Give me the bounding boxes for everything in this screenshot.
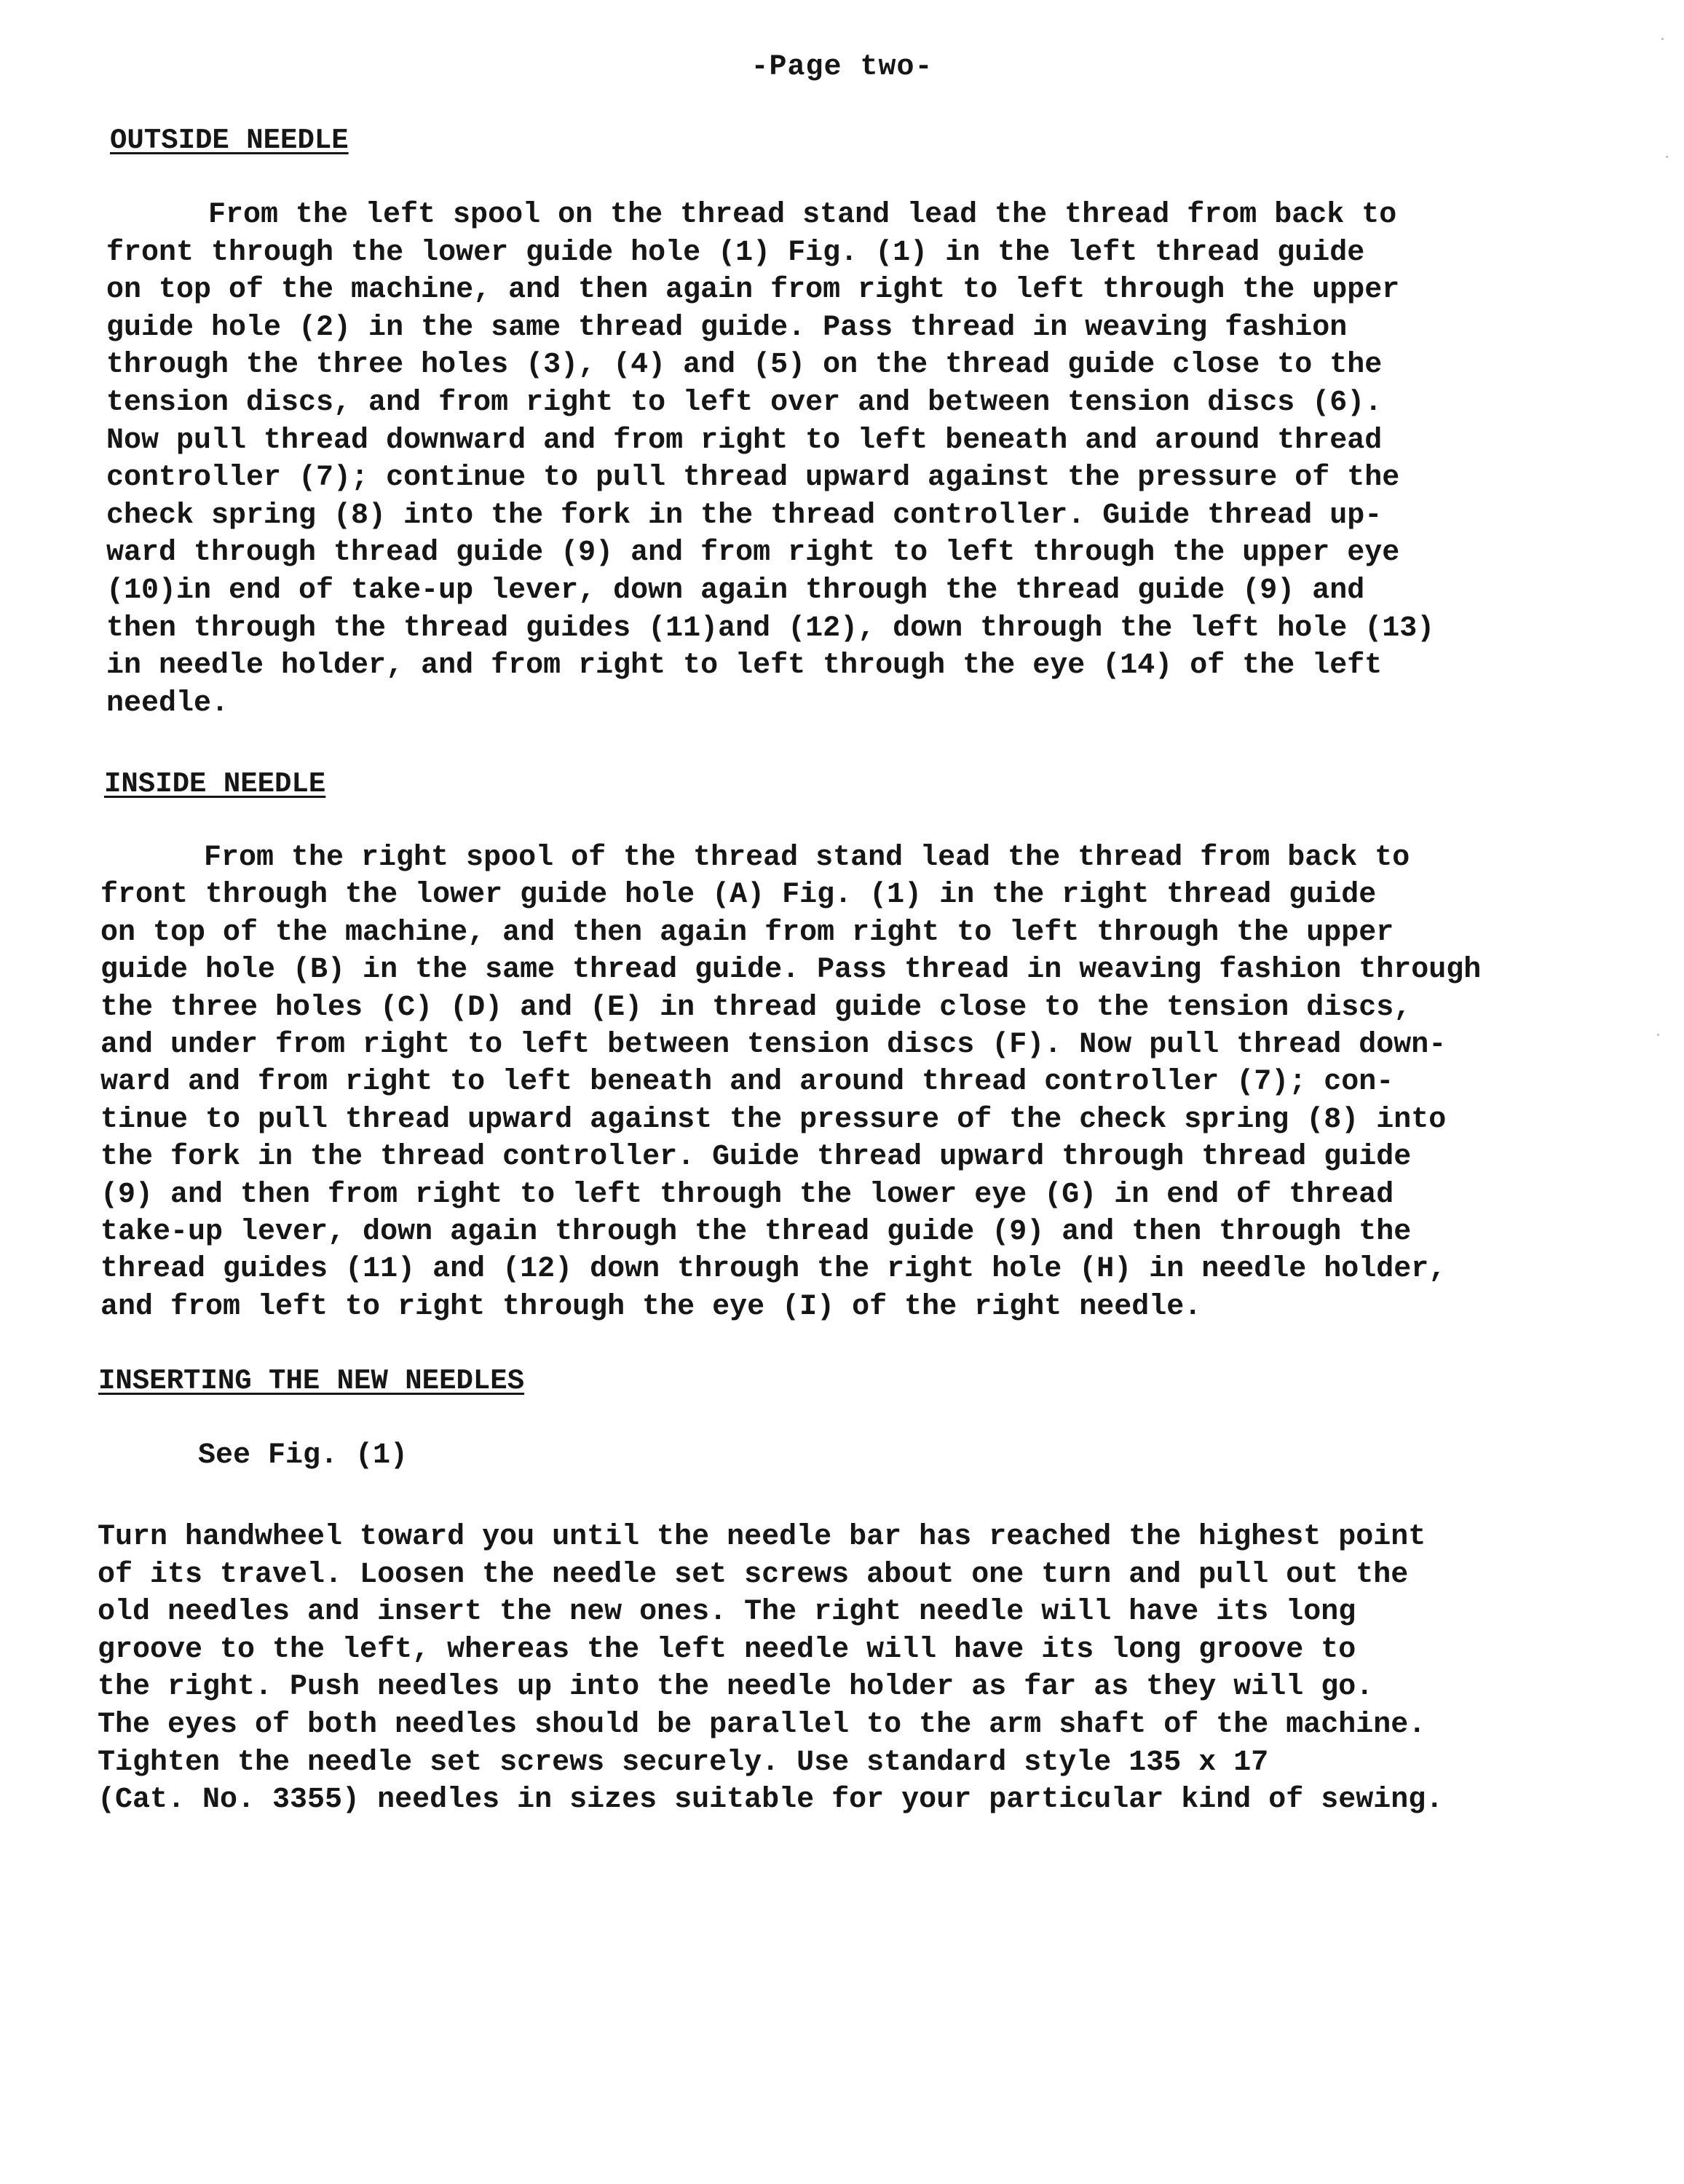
paragraph-line: Turn handwheel toward you until the needle bar has reached the highest point <box>98 1521 1426 1554</box>
paragraph-line: the three holes (C) (D) and (E) in thread guide close to the tension discs, <box>100 991 1412 1024</box>
paragraph-line: through the three holes (3), (4) and (5) on the thread guide close to the <box>106 349 1383 382</box>
paragraph-line: groove to the left, whereas the left needle will have its long groove to <box>98 1633 1356 1666</box>
paragraph-line: and from left to right through the eye (I) of the right needle. <box>100 1290 1202 1324</box>
paragraph-line: check spring (8) into the fork in the thread controller. Guide thread up- <box>106 499 1383 532</box>
paragraph-line: take-up lever, down again through the thread guide (9) and then through the <box>100 1216 1412 1249</box>
scan-speck <box>1657 1034 1659 1036</box>
paragraph-line: ward through thread guide (9) and from right to left through the upper eye <box>106 537 1400 570</box>
paragraph-line: From the right spool of the thread stand lead the thread from back to <box>204 842 1410 874</box>
section-title-inserting-new-needles: INSERTING THE NEW NEEDLES <box>98 1365 525 1397</box>
paragraph-line: (9) and then from right to left through the lower eye (G) in end of thread <box>100 1178 1394 1211</box>
paragraph-line: controller (7); continue to pull thread upward against the pressure of the <box>106 462 1400 495</box>
paragraph-line: of its travel. Loosen the needle set screws about one turn and pull out the <box>98 1558 1409 1591</box>
paragraph-line: on top of the machine, and then again from right to left through the upper <box>106 274 1400 307</box>
outside-needle-paragraph <box>106 197 1434 722</box>
paragraph-line: guide hole (2) in the same thread guide. Pass thread in weaving fashion <box>106 311 1348 344</box>
scan-speck <box>1661 38 1664 40</box>
paragraph-line: guide hole (B) in the same thread guide. Pass thread in weaving fashion through <box>100 954 1482 987</box>
paragraph-line: front through the lower guide hole (A) Fig. (1) in the right thread guide <box>100 879 1377 912</box>
paragraph-line: (Cat. No. 3355) needles in sizes suitable for your particular kind of sewing. <box>98 1784 1444 1817</box>
page-heading: -Page two- <box>751 51 933 84</box>
paragraph-line: tinue to pull thread upward against the pressure of the check spring (8) into <box>100 1103 1447 1136</box>
scan-speck <box>1666 156 1668 158</box>
paragraph-line: needle. <box>106 687 229 720</box>
paragraph-line: tension discs, and from right to left over and between tension discs (6). <box>106 386 1383 419</box>
paragraph-line: and under from right to left between tension discs (F). Now pull thread down- <box>100 1029 1447 1062</box>
paragraph-line: Now pull thread downward and from right to left beneath and around thread <box>106 424 1383 457</box>
paragraph-line: Tighten the needle set screws securely. Use standard style 135 x 17 <box>98 1746 1269 1779</box>
see-figure-reference: See Fig. (1) <box>198 1439 408 1472</box>
paragraph-line: (10)in end of take-up lever, down again through the thread guide (9) and <box>106 574 1365 607</box>
paragraph-line: the right. Push needles up into the needle holder as far as they will go. <box>98 1671 1374 1704</box>
paragraph-line: on top of the machine, and then again from right to left through the upper <box>100 916 1394 949</box>
paragraph-line: The eyes of both needles should be parallel to the arm shaft of the machine. <box>98 1708 1426 1741</box>
paragraph-line: the fork in the thread controller. Guide thread upward through thread guide <box>100 1141 1412 1174</box>
paragraph-line: in needle holder, and from right to left through the eye (14) of the left <box>106 649 1383 683</box>
section-title-outside-needle: OUTSIDE NEEDLE <box>110 124 349 157</box>
paragraph-line: From the left spool on the thread stand lead the thread from back to <box>208 199 1397 232</box>
inside-needle-paragraph <box>100 839 1481 1326</box>
paragraph-line: front through the lower guide hole (1) Fig. (1) in the left thread guide <box>106 236 1365 269</box>
paragraph-line: ward and from right to left beneath and around thread controller (7); con- <box>100 1066 1394 1099</box>
inserting-needles-paragraph <box>98 1519 1443 1819</box>
section-title-inside-needle: INSIDE NEEDLE <box>104 768 326 800</box>
paragraph-line: then through the thread guides (11)and (12), down through the left hole (13) <box>106 612 1435 645</box>
paragraph-line: thread guides (11) and (12) down through the right hole (H) in needle holder, <box>100 1253 1447 1286</box>
paragraph-line: old needles and insert the new ones. The right needle will have its long <box>98 1596 1356 1629</box>
